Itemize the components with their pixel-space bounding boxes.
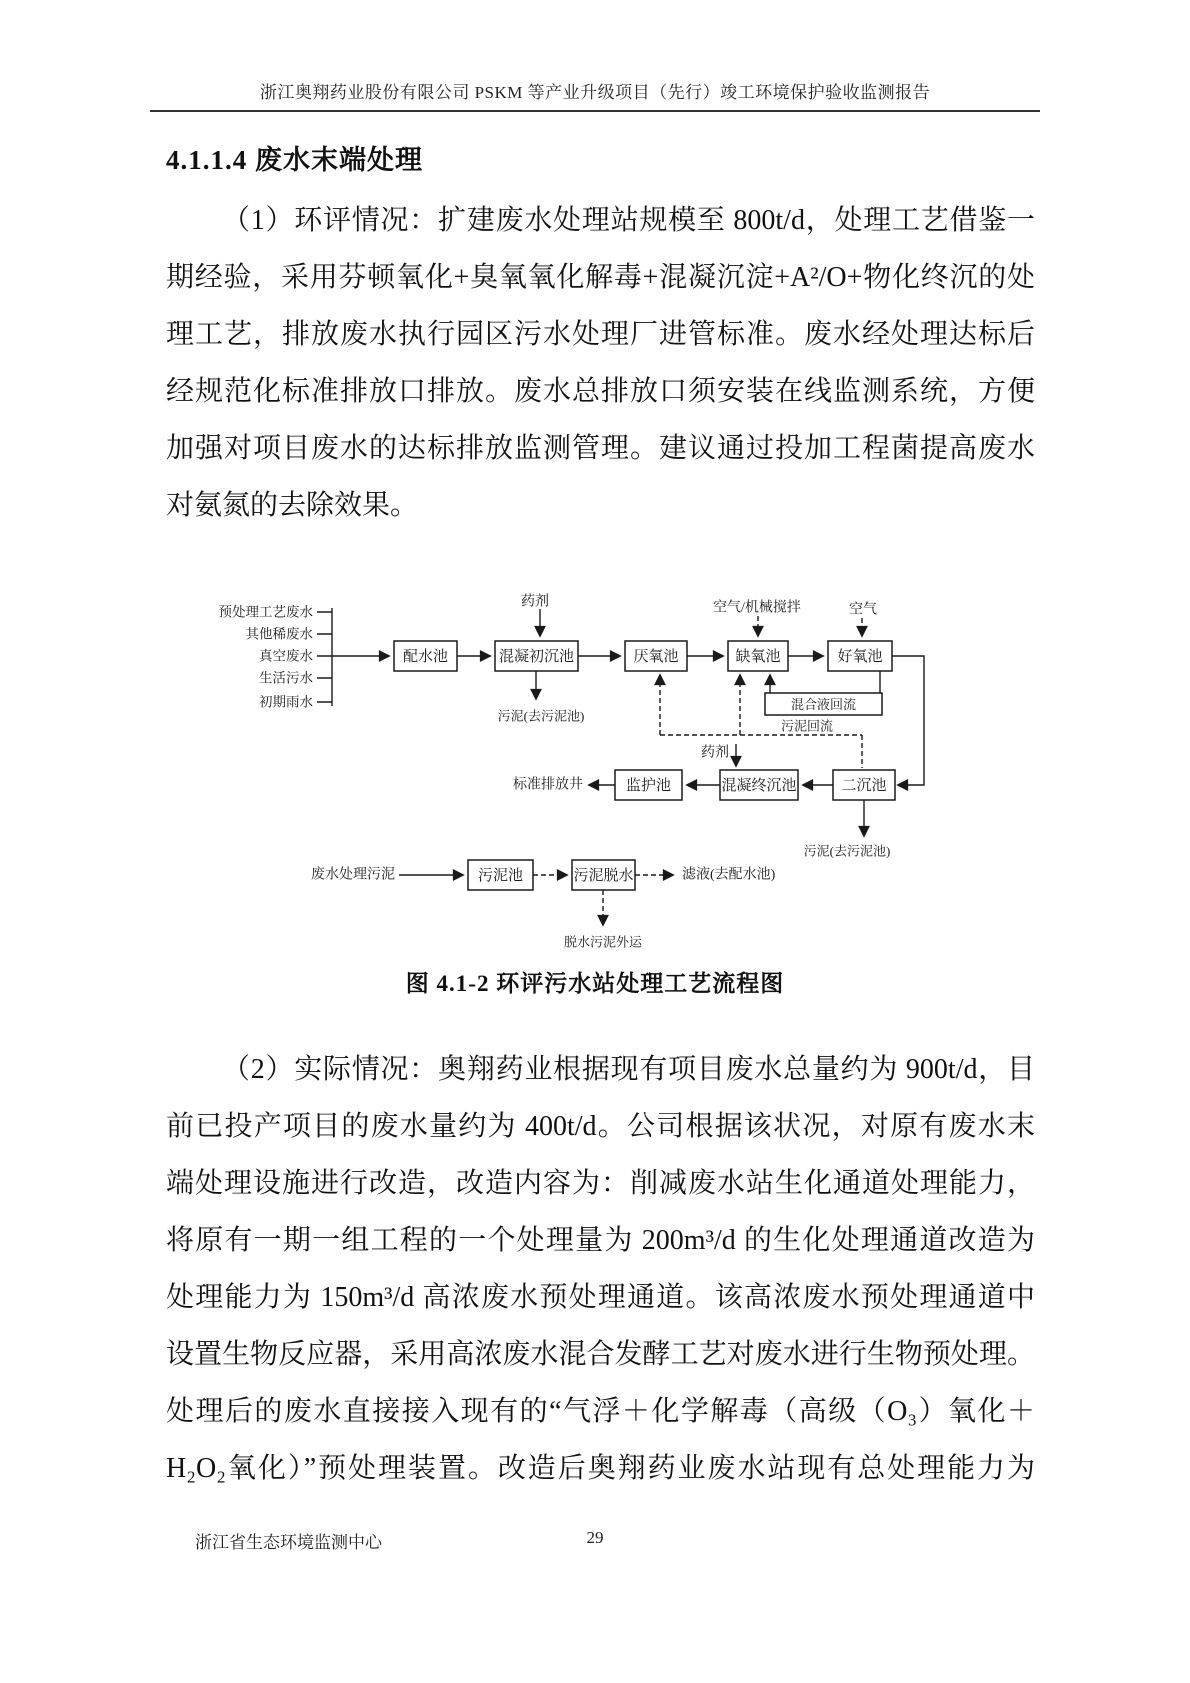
page-number: 29 — [586, 1528, 604, 1547]
sludge-tank-label: 污泥池 — [477, 868, 524, 884]
chemical-label-1: 药剂 — [521, 594, 549, 610]
mixed-liquor-return — [765, 671, 882, 715]
p1-line: 期经验，采用芬顿氧化+臭氧氧化解毒+混凝沉淀+A²/O+物化终沉的处 — [166, 262, 1035, 293]
secondary-sludge-out — [804, 800, 891, 859]
secondary-clarifier-label: 二沉池 — [841, 778, 887, 794]
sludge-return-label: 污泥回流 — [780, 718, 834, 734]
dosing-annotations — [521, 594, 877, 637]
p1-line: 加强对项目废水的达标排放监测管理。建议通过投加工程菌提高废水 — [166, 433, 1035, 464]
sludge-return — [660, 675, 862, 768]
footer-org: 浙江省生态环境监测中心 — [195, 1533, 382, 1552]
standard-outlet-label: 标准排放井 — [513, 777, 583, 793]
aerobic-label: 好氧池 — [837, 649, 883, 665]
sludge-treatment-row — [311, 860, 776, 950]
page-header: 浙江奥翔药业股份有限公司 PSKM 等产业升级项目（先行）竣工环境保护验收监测报告 — [259, 83, 931, 102]
p1-line: 对氨氮的去除效果。 — [166, 490, 419, 521]
paragraph-2 — [166, 1041, 1035, 1497]
p2-line: H₂O₂氧化）”预处理装置。改造后奥翔药业废水站现有总处理能力为 — [166, 1453, 1035, 1484]
coag-final-label: 混凝终沉池 — [721, 778, 797, 794]
p1-line: （1）环评情况：扩建废水处理站规模至 800t/d，处理工艺借鉴一 — [222, 205, 1035, 236]
figure-caption: 图 4.1-2 环评污水站处理工艺流程图 — [405, 971, 785, 996]
sludge-out-label-1: 污泥(去污泥池) — [497, 708, 585, 724]
p2-line: 将原有一期一组工程的一个处理量为 200m³/d 的生化处理通道改造为 — [166, 1225, 1035, 1256]
p2-line: 前已投产项目的废水量约为 400t/d。公司根据该状况，对原有废水末 — [166, 1111, 1035, 1142]
chemical-label-2: 药剂 — [701, 745, 729, 761]
distribution-tank-label: 配水池 — [402, 649, 449, 665]
influent-label: 其他稀废水 — [245, 626, 313, 642]
filtrate-label: 滤液(去配水池) — [682, 867, 776, 883]
sludge-dewater-label: 污泥脱水 — [573, 868, 634, 884]
influent-label: 初期雨水 — [259, 694, 313, 710]
air-label: 空气 — [849, 602, 877, 618]
header-rule — [150, 110, 1040, 112]
p1-line: 理工艺，排放废水执行园区污水处理厂进管标准。废水经处理达标后 — [166, 319, 1035, 350]
aerobic-to-secondary — [892, 656, 924, 785]
primary-sludge-out — [498, 671, 585, 724]
p2-line: 端处理设施进行改造，改造内容为：削减废水站生化通道处理能力， — [166, 1168, 1035, 1199]
guard-tank-label: 监护池 — [625, 778, 672, 794]
influent-bracket — [219, 604, 333, 710]
anoxic-label: 缺氧池 — [735, 649, 781, 665]
anaerobic-label: 厌氧池 — [633, 649, 679, 665]
p2-line: （2）实际情况：奥翔药业根据现有项目废水总量约为 900t/d，目 — [222, 1054, 1035, 1085]
p2-line: 设置生物反应器，采用高浓废水混合发酵工艺对废水进行生物预处理。 — [166, 1339, 1035, 1370]
air-mix-label: 空气/机械搅拌 — [713, 600, 801, 616]
influent-label: 预处理工艺废水 — [218, 604, 313, 620]
process-boxes-row2 — [513, 770, 895, 800]
influent-label: 生活污水 — [259, 670, 313, 686]
ww-sludge-label: 废水处理污泥 — [311, 867, 395, 883]
p2-line: 处理后的废水直接接入现有的“气浮＋化学解毒（高级（O₃）氧化＋ — [166, 1396, 1035, 1427]
dewatered-out-label: 脱水污泥外运 — [563, 934, 643, 950]
sludge-out-label-2: 污泥(去污泥池) — [803, 843, 891, 859]
coag-primary-label: 混凝初沉池 — [498, 649, 575, 665]
influent-label: 真空废水 — [259, 648, 313, 664]
section-title: 4.1.1.4 废水末端处理 — [166, 145, 423, 175]
paragraph-1 — [166, 192, 1035, 534]
mixed-return-label: 混合液回流 — [790, 697, 857, 712]
process-flow-diagram — [195, 545, 955, 955]
p1-line: 经规范化标准排放口排放。废水总排放口须安装在线监测系统，方便 — [166, 376, 1035, 407]
p2-line: 处理能力为 150m³/d 高浓废水预处理通道。该高浓废水预处理通道中 — [166, 1282, 1035, 1313]
dosing-final — [701, 744, 736, 766]
